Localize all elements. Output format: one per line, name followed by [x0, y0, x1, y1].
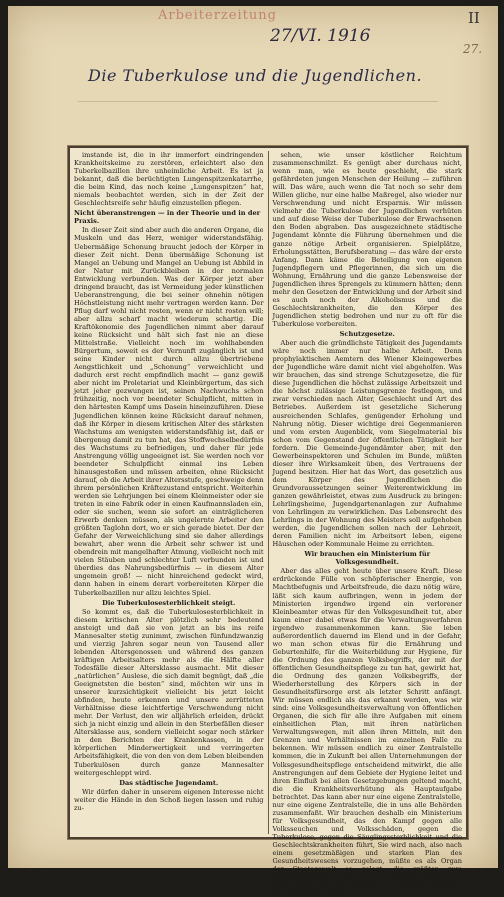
article-paragraph: So kommt es, daß die Tuberkulosesterblichkeit in diesem kritischen Alter plötzlich sehr bedeutend ansteigt und daß sie von jetzt an bis ins reife Mannesalter stetig zunimmt, zwischen fünfundzwanzig und vierzig Jahren sogar neun von Tausend aller lebenden Altersgenossen und während des ganzen kräftigen Arbeitsalters mehr als die Hälfte aller Todesfälle dieser Altersklasse ausmacht. Mit dieser „natürlichen“ Auslese, die sich damit begnügt, daß „die Geeignetsten die besten“ sind, möchten wir uns in unserer kurzsichtigkeit vielleicht bis jetzt leicht abfinden, heute erkennen und unsere zerrütteten Verhältnisse diese leichtfertige Verschwendung nicht mehr. Der Verlust, den wir alljährlich erleiden, drückt sich ja nicht einzig und allein in den Sterbefällen dieser Altersklasse aus, sondern vielleicht sogar noch stärker in den Berichten der Krankenkassen, in der körperlichen Minderwertigkeit und verringerten Arbeitsfähigkeit, die von den von dem Leben bleibenden Tuberkulösen durch ganze Mannesalter weitergeschleppt wird. [74, 607, 264, 777]
newspaper-clipping [68, 146, 468, 897]
clipping-right-column [269, 151, 463, 897]
handwritten-title: Die Tuberkulose und die Jugendlichen. [88, 66, 423, 85]
section-heading: Wir brauchen ein Ministerium für Volksgesundheit. [304, 550, 431, 567]
article-paragraph: imstande ist, die in ihr immerfort eindringenden Krankheitskeime zu zerstören, erleichtert also den Tuberkelbazillen ihre unheimliche Arbeit. Es ist ja bekannt, daß die berüchtigten Lungenspitzenkatarrhe, die beim Kind, das noch keine „Lungenspitzen“ hat, niemals beobachtet werden, sich in der Zeit der Geschlechtsreife sehr häufig einzustellen pflegen. [74, 151, 264, 208]
section-heading: Schutzgesetze. [339, 330, 395, 339]
article-paragraph: sehen, wie unser köstlicher Reichtum zusammenschmilzt. Es genügt aber durchaus nicht, wenn man, wie es heute geschieht, die stark gefährdeten jungen Menschen der Heilung — zuführen will. Das wäre, auch wenn die Tat noch so sehr dem Willen gliche, nur eine halbe Maßregel, also wieder nur Verschwendung und nicht Ersparnis. Wir müssen vielmehr die Tuberkulose der Jugendlichen verhüten und auf diese Weise der Tuberkulose der Erwachsenen den Boden abgraben. Das ausgezeichnete städtische Jugendamt könnte die Führung übernehmen und die ganze nötige Arbeit organisieren. Spielplätze, Erholungsstätten, Berufsberatung — das wäre der erste Anfang. Dann käme die Beteiligung von eigenen Jugendpflegern und Pflegerinnen, die sich um die Wohnung, Ernährung und die ganze Lebensweise der Jugendlichen ihres Sprengels zu kümmern hätten; denn mehr den Gesetzen der Entwicklung und der Arbeit sind es auch noch der Alkoholismus und die Geschlechtskrankheiten, die den Körper des Jugendlichen stetig bedrohen und nur zu oft für die Tuberkulose vorbereiten. [272, 151, 462, 328]
page-number-mark: 27. [463, 42, 483, 56]
article-paragraph: Aber auch die gründlichste Tätigkeit des Jugendamts wäre noch immer nur halbe Arbeit. Denn prophylaktischen Aemtern des Wiener Kleingewerbes der Jugendliche wäre damit nicht viel abgeholfen. Was wir brauchen, das sind strenge Schutzgesetze, die für diese Jugendlichen die höchst zulässige Arbeitszeit und die höchst zulässige Leistungsgrenze festlegen, und zwar verschieden nach Alter, Geschlecht und Art des Betriebes. Außerdem ist gesetzliche Sicherung ausreichenden Schlafes, genügender Erholung und Nahrung nötig. Dieser wichtige drei Gegenmanieren und vom ersten Augenblick, vom Siegelmaterial bis schon vom Gegenstand der öffentlichen Tätigkeit her fordern. Die Gemeinde-Jugendämter aber, mit den Gewerbeinspektoren und Schulen im Bunde, müßten dieser ihre Wirksamkeit üben, des Vertrauens der Jugend besitzen. Hier hat das Wort, das gesetzlich aus dem Körper des Jugendlichen die Grundvoraussetzungen seiner Weiterentwicklung im ganzen gewährleistet, etwas zum Ausdruck zu bringen: Lehrlingsheime, Jugendgartenanlagen zur Aufnahme von Lehrlingen zu verwirklichen. Das Lebensrecht des Lehrlings in der Wohnung des Meisters soll aufgehoben werden, die Jugendlichen sollen nach der Lehrzeit, deren Familien nicht im Arbeitsort leben, eigene Häuschen oder Kommunale Heime zu errichten. [272, 339, 462, 549]
section-heading: Das städtische Jugendamt. [119, 778, 219, 787]
section-heading: Die Tuberkulosesterblichkeit steigt. [102, 598, 236, 607]
article-paragraph: Aber das alles geht heute über unsere Kraft. Diese erdrückende Fülle von schöpferischer Energie, von Machtbefugnis und Arbeitsfreude, die dazu nötig wäre, läßt sich kaum aufbringen, wenn in jedem der Ministerien irgendwo irgend ein verlorener Kleinbeamter etwas für den Volksgesundheit tut, aber kaum einer dabei etwas für die Verwaltungsverfahren irgendwo zusammenkommen kann. Sie leben außerordentlich dauernd im Elend und in der Gefahr, wo man schon etwas für die Ernährung und Geburtenhilfe, für die Weiterbildung zur Hygiene, für die Ordnung des ganzen Volksbegriffs, der mit der öffentlichen Gesundheitspflege zu tun hat, gewirkt hat, die Ordnung des ganzen Volksbegriffs, der Wiederherstellung des Körpers sich in der Gesundheitsfürsorge erst als letzter Schritt anfängt. Wir müssen endlich als das erkannt werden, was wir sind: eine Volksgesundheitsverwaltung von öffentlichen Organen, die sich für alle ihre Aufgaben mit einem einheitlichen Plan, mit ihren natürlichen Verwaltungswegen, mit allen ihren Mitteln, mit den Grenzen und Verhältnissen im einzelnen Falle zu bekennen. Wir müssen endlich zu einer Zentralstelle kommen, die in Zukunft bei allen Unternehmungen der Volksgesundheitspflege entscheidend mitwirkt, die alle Anstrengungen auf dem Gebiete der Hygiene leitet und ihren Einfluß bei allen Gesetzgebungen geltend macht, die die Krankheitsverhütung als Hauptaufgabe betrachtet. Das kann aber nur eine eigene Zentralstelle, nur eine eigene Zentralstelle, die in uns alle Behörden zusammenfaßt. Wir brauchen deshalb ein Ministerium für Volksgesundheit, das den Kampf gegen alle Volksseuchen und Volksschäden, gegen die Tuberkulose, gegen die Säuglingssterblichkeit und die Geschlechtskrankheiten führt, Sie wird nach, also nach einem gesetzmäßigen und starken Plan des Gesundheitswesens vorzugehen, müßte es als Organ der Staatsgewalt so gelegt, die größten zum augenblicklichen Ziele, zur Volksgesundheit, zur Bekämpfung und zur Verhütung der Kindertuberkulose im besonderen führen. [272, 567, 462, 897]
roman-numeral-mark: II [468, 9, 480, 27]
pencil-rule [78, 101, 438, 102]
clipping-left-column [74, 151, 269, 834]
handwritten-date: 27/VI. 1916 [270, 26, 371, 46]
masthead-stamp: Arbeiterzeitung [158, 8, 277, 23]
article-paragraph: Wir dürfen daher in unserem eigenen Interesse nicht weiter die Hände in den Schoß liegen lassen und ruhig zu- [74, 787, 264, 812]
section-heading: Nicht überanstrengen — in der Theorie und in der Praxis. [74, 209, 261, 226]
archive-sheet [8, 6, 498, 897]
article-paragraph: In dieser Zeit sind aber auch die anderen Organe, die Muskeln und das Herz, weniger widerstandsfähig. Uebermäßige Schonung braucht jedoch der Körper in dieser Zeit nicht. Denn übermäßige Schonung ist Mangel an Uebung und Mangel an Uebung ist Abbild in der Natur mit Zurückbleiben in der normalen Entwicklung verbunden. Was der Körper jetzt aber dringend braucht, das ist Vermeidung jeder künstlichen Ueberanstrengung, die bei seiner ohnehin nötigen Höchstleistung nicht mehr vertragen werden kann. Der Pflug darf wohl nicht rosten, wenn er nicht rosten will; aber allzu scharf macht wiederum schartig. Die Kraftökonomie des Jugendlichen nimmt aber darauf keine Rücksicht und hält sich fast nie an diese Mittelstraße. Vielleicht noch im wohlhabenden Bürgertum, soweit es der Vernunft zugänglich ist und seine Kinder nicht durch allzu übertriebene Aengstlichkeit und „Schonung“ verweichlicht und dadurch erst recht empfindlich macht — ganz gewiß aber nicht im Proletariat und Kleinbürgertum, das sich jetzt jeher gezwungen ist, seinen Nachwuchs schon frühzeitig, noch vor beendeter Schulpflicht, mitten in den härtesten Kampf ums Dasein hineinzuführen. Diese Jugendlichen können keine Rücksicht darauf nehmen, daß ihr Körper in diesem kritischen Alter des stärksten Wachstums am wenigsten widerstandsfähig ist, daß er übergenug damit zu tun hat, das Stoffwechselbedürfnis des Wachstums zu befriedigen, und daher für jede Anstrengung völlig ungeeignet ist. Sie werden noch vor beendeter Schulpflicht einmal ins Leben hinausgestoßen und müssen arbeiten, ohne Rücksicht darauf, ob die Arbeit ihrer Altersstufe, geschweige denn ihrem persönlichen Kräftezustand entspricht. Weiterhin werden sie Lehrjungen bei einem Kleinmeister oder sie treten in eine Fabrik oder in einen Kaufmannsladen ein, oder sie suchen, wenn sie sofort an einträglicheren Erwerb denken müssen, als ungelernte Arbeiter den größten Taglohn dort, wo er sich gerade bietet. Der der Gefahr der Verweichlichung sind sie daher allerdings bewahrt, aber wenn die Arbeit sehr schwer ist und obendrein mit mangelhafter Atmung, vielleicht noch mit vielen Stäuben und schlechter Luft verbunden ist und überdies das Nahrungsbedürfnis — in diesem Alter ungemein groß! — nicht hinreichend gedeckt wird, dann haben in einem derart vorbereiteten Körper die Tuberkelbazillen nur allzu leichtes Spiel. [74, 226, 264, 597]
